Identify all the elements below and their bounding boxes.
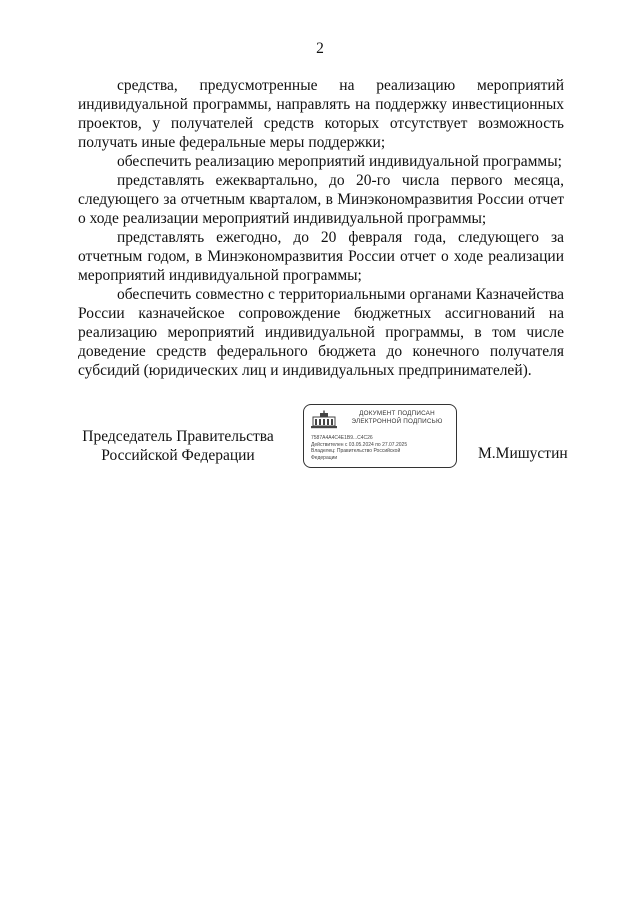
paragraph: представлять ежегодно, до 20 февраля года, следующего за отчетным годом, в Минэкономразвития России отчет о ходе реализации мероприятий индивидуальной программы; [78,229,564,284]
signer-name: М.Мишустин [478,445,568,462]
paragraph: средства, предусмотренные на реализацию мероприятий индивидуальной программы, направлять на поддержку инвестиционных проектов, у получателей средств которых отсутствует возможность получать иные федеральные меры поддержки; [78,77,564,151]
stamp-title [344,410,450,426]
signatory-position [78,427,278,465]
certificate-owner: Владелец: Правительство Российской [311,448,401,455]
stamp-details [311,435,453,461]
document-body [78,76,564,380]
stamp-title-line: ЭЛЕКТРОННОЙ ПОДПИСЬЮ [351,418,443,425]
signatory-position-line: Российской Федерации [101,447,255,464]
paragraph: обеспечить реализацию мероприятий индивидуальной программы; [117,153,562,170]
electronic-signature-stamp [303,404,457,468]
signatory-position-line: Председатель Правительства [82,428,274,445]
certificate-validity: Действителен с 03.05.2024 по 27.07.2025 [311,441,408,448]
certificate-owner: Федерации [311,454,338,461]
government-building-icon [310,410,338,430]
paragraph: обеспечить совместно с территориальными органами Казначейства России казначейское сопровождение бюджетных ассигнований на реализацию мероприятий индивидуальной программы, в том числе доведение средств федерального бюджета до конечного получателя субсидий (юридических лиц и индивидуальных предпринимателей). [78,286,564,379]
paragraph: представлять ежеквартально, до 20-го числа первого месяца, следующего за отчетным кварталом, в Минэкономразвития России отчет о ходе реализации мероприятий индивидуальной программы; [78,172,564,227]
stamp-title-line: ДОКУМЕНТ ПОДПИСАН [359,410,435,417]
certificate-number: 7587А4А4С4Е1В9...С4С26 [311,435,373,441]
page-number: 2 [316,40,324,57]
